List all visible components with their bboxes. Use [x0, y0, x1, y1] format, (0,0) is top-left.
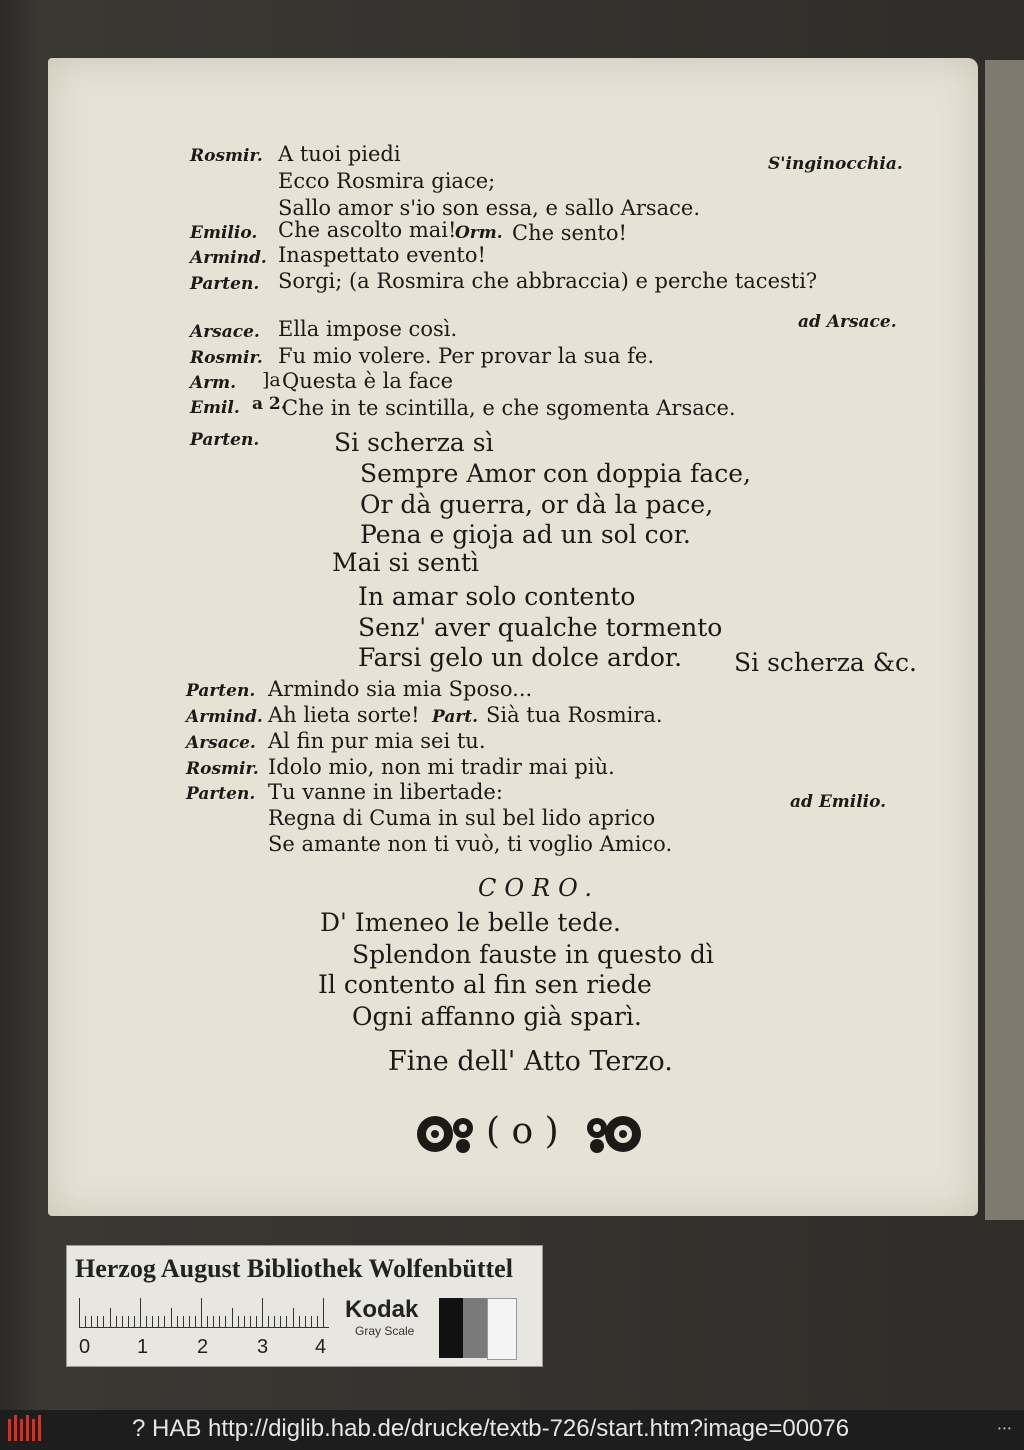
aria-verse-3: Or dà guerra, or dà la pace, — [360, 490, 714, 519]
ruler-tick — [103, 1316, 104, 1328]
ruler-tick — [122, 1316, 123, 1328]
speaker-emilio: Emilio. — [190, 223, 258, 243]
footer-dots: • • • — [998, 1424, 1011, 1433]
line-4: Che ascolto mai! — [278, 218, 457, 242]
ruler-tick — [286, 1316, 287, 1328]
line-1: A tuoi piedi — [278, 142, 401, 166]
ruler-number-4: 4 — [315, 1336, 327, 1358]
ruler-tick — [189, 1316, 190, 1328]
ruler-tick — [116, 1316, 117, 1328]
speaker-arsace-2: Arsace. — [186, 733, 256, 753]
a-due-mark: a 2. — [252, 394, 287, 414]
color-calibration-bar — [66, 1245, 543, 1367]
speaker-armind-2: Armind. — [186, 707, 263, 727]
gray-patch-white — [487, 1298, 517, 1360]
ruler-number-1: 1 — [137, 1336, 149, 1358]
ruler-tick — [305, 1316, 306, 1328]
aria-verse-7: Senz' aver qualche tormento — [358, 613, 723, 642]
ruler-tick — [317, 1316, 318, 1328]
hab-logo-icon — [6, 1413, 46, 1445]
closing-line-5: Tu vanne in libertade: — [268, 780, 503, 804]
ruler-number-2: 2 — [197, 1336, 209, 1358]
ruler-tick — [213, 1316, 214, 1328]
ruler-tick — [146, 1316, 147, 1328]
speaker-arsace: Arsace. — [190, 322, 260, 342]
ruler-tick — [171, 1308, 172, 1328]
ruler-tick — [195, 1316, 196, 1328]
speaker-arm: Arm. — [190, 373, 237, 393]
closing-line-1: Armindo sia mia Sposo... — [268, 677, 533, 701]
ruler-tick — [311, 1316, 312, 1328]
closing-line-4: Idolo mio, non mi tradir mai più. — [268, 755, 615, 779]
ruler-tick — [85, 1316, 86, 1328]
aria-verse-4: Pena e gioja ad un sol cor. — [360, 520, 691, 549]
ruler-number-0: 0 — [79, 1336, 91, 1358]
bracket-top: ]a — [262, 369, 281, 391]
line-10: Che in te scintilla, e che sgomenta Arsace. — [282, 396, 736, 420]
aria-da-capo: Si scherza &c. — [734, 648, 917, 677]
speaker-emil: Emil. — [190, 398, 240, 418]
speaker-parten: Parten. — [190, 274, 260, 294]
ruler-tick — [280, 1316, 281, 1328]
stage-to-arsace: ad Arsace. — [798, 312, 897, 332]
ruler-tick — [158, 1316, 159, 1328]
ruler-tick — [110, 1308, 111, 1328]
gray-scale-label: Gray Scale — [355, 1324, 415, 1338]
stage-to-emilio: ad Emilio. — [790, 792, 887, 812]
ruler-tick — [207, 1316, 208, 1328]
kodak-brand: Kodak — [345, 1296, 419, 1323]
ruler-tick — [274, 1316, 275, 1328]
closing-line-6: Regna di Cuma in sul bel lido aprico — [268, 806, 656, 830]
line-5: Inaspettato evento! — [278, 243, 486, 267]
coro-title: CORO. — [478, 874, 601, 902]
ruler — [79, 1298, 329, 1328]
coro-verse-2: Splendon fauste in questo dì — [352, 940, 714, 969]
speaker-part: Part. — [432, 707, 479, 727]
aria-verse-5: Mai si sentì — [332, 548, 479, 577]
line-6: Sorgi; (a Rosmira che abbraccia) e perche tacesti? — [278, 269, 818, 293]
closing-line-3: Al fin pur mia sei tu. — [268, 729, 486, 753]
ruler-tick — [323, 1298, 324, 1328]
speaker-armind: Armind. — [190, 248, 267, 268]
speaker-parten-3: Parten. — [186, 681, 256, 701]
closing-line-7: Se amante non ti vuò, ti voglio Amico. — [268, 832, 673, 856]
ruler-tick — [97, 1316, 98, 1328]
ruler-tick — [262, 1298, 263, 1328]
ruler-tick — [134, 1316, 135, 1328]
ruler-tick — [79, 1298, 80, 1328]
ruler-tick — [232, 1308, 233, 1328]
ruler-tick — [268, 1316, 269, 1328]
ruler-tick — [128, 1316, 129, 1328]
aria-verse-2: Sempre Amor con doppia face, — [360, 459, 751, 488]
line-7: Ella impose così. — [278, 317, 458, 341]
ruler-tick — [238, 1316, 239, 1328]
ruler-number-3: 3 — [257, 1336, 269, 1358]
line-2: Ecco Rosmira giace; — [278, 169, 496, 193]
ruler-tick — [91, 1316, 92, 1328]
coro-verse-3: Il contento al fin sen riede — [318, 970, 652, 999]
line-3: Sallo amor s'io son essa, e sallo Arsace. — [278, 196, 701, 220]
ruler-tick — [299, 1316, 300, 1328]
gray-patch-black — [439, 1298, 463, 1358]
library-name: Herzog August Bibliothek Wolfenbüttel — [75, 1254, 513, 1283]
coro-verse-4: Ogni affanno già sparì. — [352, 1002, 642, 1031]
coro-verse-1: D' Imeneo le belle tede. — [320, 908, 621, 937]
stage-kneel: S'inginocchia. — [768, 154, 903, 174]
next-page-edge — [985, 60, 1024, 1220]
line-4b: Che sento! — [512, 221, 627, 245]
page-signature: ( o ) — [486, 1111, 559, 1152]
gray-patch-mid — [463, 1298, 487, 1358]
ruler-tick — [183, 1316, 184, 1328]
ruler-tick — [219, 1316, 220, 1328]
ruler-tick — [256, 1316, 257, 1328]
speaker-orm: Orm. — [455, 223, 503, 243]
aria-speaker: Parten. — [190, 430, 260, 450]
footer-url[interactable]: ? HAB http://diglib.hab.de/drucke/textb-726/start.htm?image=00076 — [132, 1415, 850, 1442]
ruler-tick — [250, 1316, 251, 1328]
speaker-rosmir: Rosmir. — [190, 146, 263, 166]
ruler-tick — [201, 1298, 202, 1328]
speaker-rosmir-2: Rosmir. — [190, 348, 263, 368]
ruler-tick — [140, 1298, 141, 1328]
ruler-tick — [177, 1316, 178, 1328]
ruler-tick — [225, 1316, 226, 1328]
aria-verse-1: Si scherza sì — [334, 428, 494, 457]
speaker-rosmir-3: Rosmir. — [186, 759, 259, 779]
fine-atto: Fine dell' Atto Terzo. — [388, 1046, 673, 1077]
ruler-tick — [244, 1316, 245, 1328]
closing-line-2: Ah lieta sorte! — [268, 703, 420, 727]
line-8: Fu mio volere. Per provar la sua fe. — [278, 344, 655, 368]
speaker-parten-4: Parten. — [186, 784, 256, 804]
ruler-tick — [293, 1308, 294, 1328]
ruler-tick — [152, 1316, 153, 1328]
aria-verse-6: In amar solo contento — [358, 582, 636, 611]
aria-verse-8: Farsi gelo un dolce ardor. — [358, 643, 683, 672]
ruler-tick — [164, 1316, 165, 1328]
line-9: Questa è la face — [282, 369, 454, 393]
closing-line-2b: Sià tua Rosmira. — [486, 703, 663, 727]
